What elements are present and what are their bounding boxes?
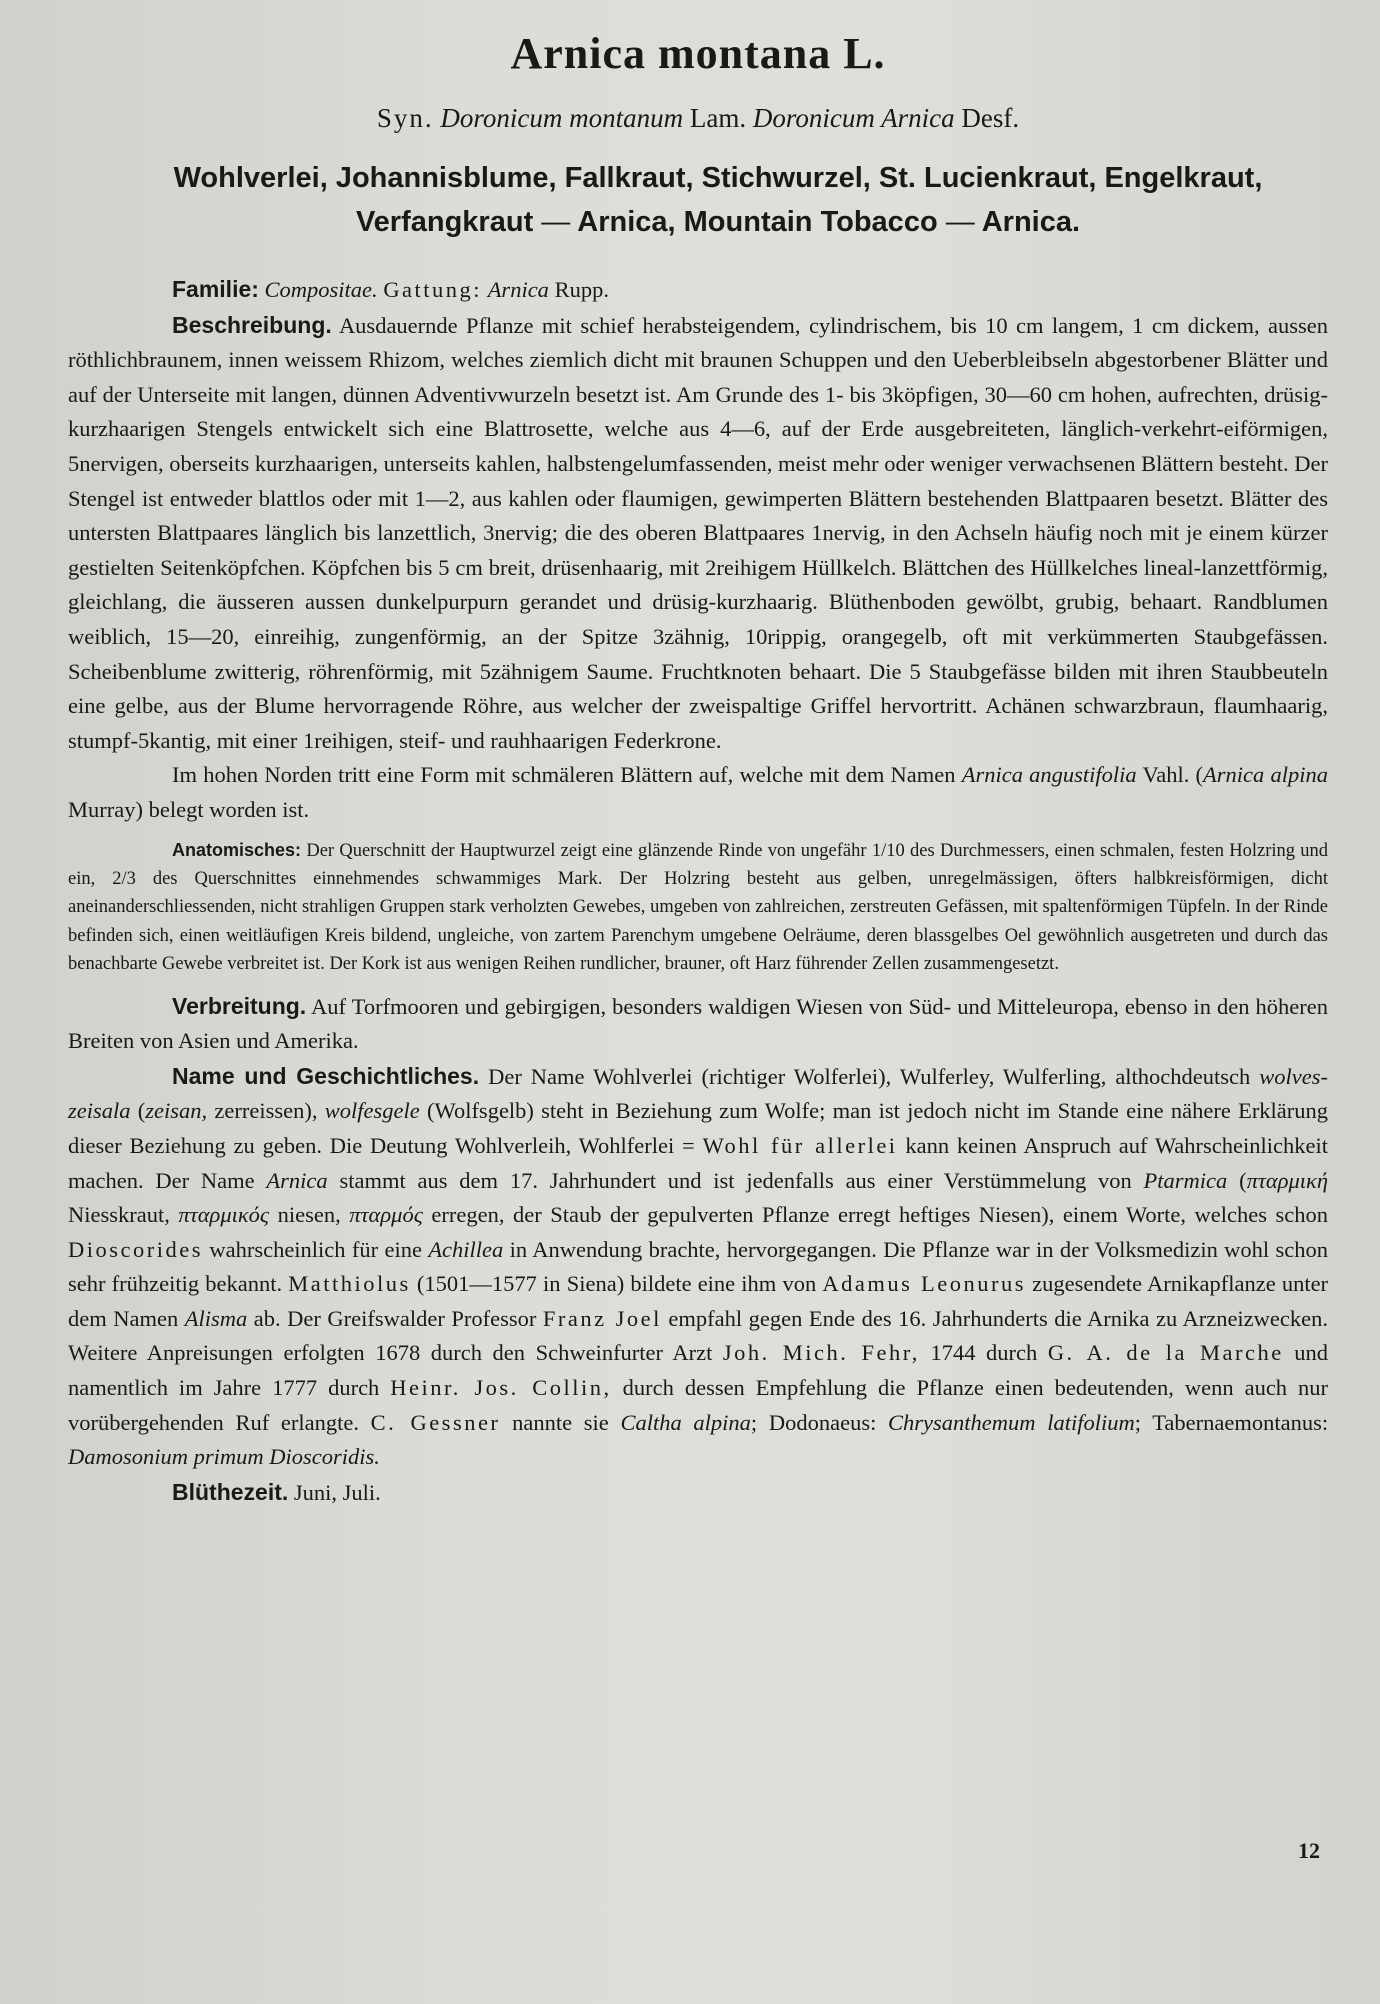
anatomisches-text-3: des Querschnittes einnehmendes schwammiges Mark. Der Holzring besteht aus gelben, unregelmässigen, öfters halbkreisförmigen, dicht aneinanderschliessenden, nicht strahligen Gruppen stark verholzten Gewebes, umgeben von zahlreichen, zerstreuten Gefässen, mit spaltenförmigen Tüpfeln. In der Rinde befinden sich, einen weitläufigen Kreis bildend, ungleiche, von zartem Parenchym umgebene Oelräume, deren blassgelbes Oel gewöhnlich ausgetreten und durch das benachbarte Gewebe verbreitet ist. Der Kork ist aus wenigen Reihen rundlicher, brauner, oft Harz führender Zellen zusammengesetzt.: [68, 868, 1329, 975]
ng-spaced: G. A. de la Marche: [1047, 1340, 1284, 1366]
ng-text: erregen, der Staub der gepulverten Pflanze erregt heftiges Niesen), einem Worte, welches schon: [431, 1202, 1329, 1228]
genus-author: Rupp.: [554, 277, 609, 302]
north-text-3: Murray) belegt worden ist.: [68, 796, 310, 822]
ng-greek: πταρμικός: [178, 1202, 270, 1228]
ng-text: stammt aus dem 17. Jahrhundert und ist jedenfalls aus einer Verstümmelung von: [339, 1167, 1132, 1193]
ng-text: ab. Der Greifswalder Professor: [253, 1305, 537, 1331]
ng-spaced: Wohl für allerlei: [702, 1132, 898, 1158]
common-name-english: Arnica, Mountain Tobacco: [577, 206, 938, 238]
common-names-line-1: Wohlverlei, Johannisblume, Fallkraut, Stichwurzel, St. Lucienkraut, Engelkraut,: [173, 162, 1263, 194]
ng-italic: Ptarmica: [1143, 1167, 1228, 1193]
anatomisches-text-2: des Durchmessers, einen schmalen, festen Holzring und ein,: [68, 840, 1329, 889]
anatomisches-text-1: Der Querschnitt der Hauptwurzel zeigt eine glänzende Rinde von ungefähr: [306, 840, 867, 861]
ng-text: 1744 durch: [930, 1340, 1038, 1366]
syn-label: Syn.: [376, 103, 434, 133]
verbreitung-paragraph: [68, 989, 1328, 1059]
ng-spaced: Matthiolus: [288, 1271, 411, 1297]
page-number: 12: [1298, 1838, 1320, 1863]
ng-text: in Anwendung brachte, hervorgegangen. Die Pflanze war in der Volksmedizin wohl schon sehr frühzeitig bekannt.: [68, 1236, 1329, 1297]
ng-italic: Chrysanthemum latifolium: [888, 1409, 1135, 1435]
ng-italic: Arnica: [266, 1167, 328, 1193]
ng-text: (: [137, 1098, 146, 1124]
ng-text: Der Name Wohlverlei (richtiger Wolferlei), Wulferley, Wulferling, althochdeutsch: [488, 1063, 1251, 1089]
ng-text: wahrscheinlich für eine: [209, 1236, 422, 1262]
name-geschichte-label: Name und Geschichtliches.: [172, 1062, 480, 1089]
north-form-paragraph: [68, 758, 1328, 827]
north-text-2: Vahl. (: [1142, 762, 1204, 788]
beschreibung-text: Ausdauernde Pflanze mit schief herabsteigendem, cylindrischem, bis 10 cm langem, 1 cm dickem, aussen röthlichbraunem, innen weissem Rhizom, welches ziemlich dicht mit braunen Schuppen und den Ueberbleibseln abgestorbener Blätter und auf der Unterseite mit langen, dünnen Adventivwurzeln besetzt ist. Am Grunde des 1- bis 3köpfigen, 30—60 cm hohen, aufrechten, drüsig-kurzhaarigen Stengels entwickelt sich eine Blattrosette, welche aus 4—6, auf der Erde ausgebreiteten, länglich-verkehrt-eiförmigen, 5nervigen, oberseits kurzhaarigen, unterseits kahlen, halbstengelumfassenden, meist mehr oder weniger verwachsenen Blättern besteht. Der Stengel ist entweder blattlos oder mit 1—2, aus kahlen oder flaumigen, gewimperten Blättern bestehenden Blattpaaren besetzt. Blätter des untersten Blattpaares länglich bis lanzettlich, 3nervig; die des oberen Blattpaares 1nervig, in den Achseln häufig noch mit je einem kürzer gestielten Seitenköpfchen. Köpfchen bis 5 cm breit, drüsenhaarig, mit 2reihigem Hüllkelch. Blättchen des Hüllkelches lineal-lanzettförmig, gleichlang, die äusseren aussen dunkelpurpurn gerandet und drüsig-kurzhaarig. Blüthenboden gewölbt, grubig, behaart. Randblumen weiblich, 15—20, einreihig, zungenförmig, an der Spitze 3zähnig, 10rippig, orangegelb, oft mit verkümmerten Staubgefässen. Scheibenblume zwitterig, röhrenförmig, mit 5zähnigem Saume. Fruchtknoten behaart. Die 5 Staubgefässe bilden mit ihren Staubbeuteln eine gelbe, aus der Blume hervorragende Röhre, aus welcher der zweispaltige Griffel hervortritt. Achänen schwarzbraun, flaumhaarig, stumpf-5kantig, mit einer 1reihigen, steif- und rauhhaarigen Federkrone.: [68, 312, 1328, 753]
beschreibung-label: Beschreibung.: [172, 311, 332, 338]
bluethezeit-paragraph: [68, 1475, 1328, 1511]
north-species-1: Arnica angustifolia: [961, 762, 1137, 788]
ng-italic: Achillea: [428, 1236, 504, 1262]
ng-spaced: Heinr. Jos. Collin,: [390, 1375, 612, 1401]
common-names-line-2: [108, 200, 1328, 244]
ng-text: (1501—1577 in Siena) bildete eine ihm von: [416, 1271, 817, 1297]
familie-paragraph: [68, 272, 1328, 308]
body-text: [68, 272, 1328, 1510]
ng-spaced: Adamus Leonurus: [822, 1271, 1026, 1297]
ng-text: zerreissen),: [214, 1098, 318, 1124]
name-geschichte-paragraph: [68, 1059, 1328, 1475]
page-title: Arnica montana L.: [510, 29, 886, 78]
ng-italic: zeisan,: [145, 1098, 208, 1124]
ng-text: durch dessen Empfehlung die Pflanze einen bedeutenden, wenn auch nur vorübergehenden Ruf erlangte.: [68, 1375, 1329, 1435]
ng-text: Niesskraut,: [68, 1202, 170, 1228]
anatomisches-label: Anatomisches:: [172, 839, 302, 860]
ng-greek: πταρμική: [1246, 1167, 1329, 1193]
ng-text: empfahl gegen Ende des 16. Jahrhunderts die Arnika zu Arzneizwecken. Weitere Anpreisungen erfolgten 1678 durch den Schweinfurter Arzt: [68, 1305, 1329, 1366]
synonyms-line: [68, 103, 1328, 134]
ng-spaced: Franz Joel: [542, 1305, 662, 1331]
ng-text: Dodonaeus:: [768, 1409, 877, 1435]
ng-italic: Caltha alpina: [620, 1409, 751, 1435]
ng-text: Tabernaemontanus:: [1152, 1409, 1329, 1435]
ng-text: kann keinen Anspruch auf Wahrscheinlichkeit machen. Der Name: [68, 1132, 1328, 1193]
ng-text: (Wolfsgelb) steht in Beziehung zum Wolfe; man ist jedoch nicht im Stande eine nähere Erklärung dieser Beziehung zu geben. Die Deutung Wohlverleih, Wohlferlei =: [68, 1098, 1329, 1158]
ng-text: nannte sie: [512, 1409, 609, 1435]
synonym-1: Doronicum montanum: [440, 103, 684, 133]
dash-2: —: [945, 206, 975, 238]
ng-italic: Damosonium primum Dioscoridis.: [68, 1444, 380, 1470]
common-name-french: Arnica.: [981, 206, 1081, 238]
ng-text: und namentlich im Jahre 1777 durch: [68, 1340, 1328, 1401]
synonym-2: Doronicum Arnica: [752, 103, 955, 133]
ng-text: (: [1239, 1167, 1247, 1193]
synonym-1-author: Lam.: [689, 103, 747, 133]
common-name-verfangkraut: Verfangkraut: [355, 206, 534, 238]
verbreitung-label: Verbreitung.: [172, 992, 307, 1019]
synonym-2-author: Desf.: [961, 103, 1020, 133]
verbreitung-text: Auf Torfmooren und gebirgigen, besonders waldigen Wiesen von Süd- und Mitteleuropa, ebenso in den höheren Breiten von Asien und Amerika.: [68, 993, 1328, 1054]
beschreibung-paragraph: [68, 308, 1328, 759]
ng-spaced: C. Gessner: [370, 1409, 501, 1435]
family-name: Compositae.: [264, 277, 378, 302]
ng-italic: Alisma: [184, 1305, 248, 1331]
bluethezeit-text: Juni, Juli.: [293, 1479, 381, 1505]
anatomisches-paragraph: [68, 836, 1328, 979]
ng-italic: wolves-zeisala: [68, 1063, 1328, 1124]
familie-label: Familie:: [172, 276, 259, 302]
ng-text: ;: [1134, 1409, 1141, 1435]
ng-italic: wolfesgele: [324, 1098, 420, 1124]
common-names: [68, 156, 1328, 244]
dash-1: —: [541, 206, 571, 238]
north-species-2: Arnica alpina: [1203, 762, 1328, 788]
ng-greek: πταρμός: [349, 1202, 423, 1228]
ng-text: ;: [750, 1409, 758, 1435]
genus-name: Arnica: [487, 277, 549, 302]
fraction-1: 1/10: [871, 840, 905, 861]
ng-text: zugesendete Arnikapflanze unter dem Namen: [68, 1271, 1329, 1331]
fraction-2: 2/3: [112, 868, 136, 889]
gattung-label: Gattung:: [383, 277, 483, 302]
ng-spaced: Joh. Mich. Fehr,: [722, 1340, 920, 1366]
ng-spaced: Dioscorides: [68, 1236, 203, 1262]
bluethezeit-label: Blüthezeit.: [172, 1478, 289, 1505]
ng-text: niesen,: [277, 1202, 341, 1228]
north-text-1: Im hohen Norden tritt eine Form mit schmäleren Blättern auf, welche mit dem Namen: [172, 762, 956, 788]
